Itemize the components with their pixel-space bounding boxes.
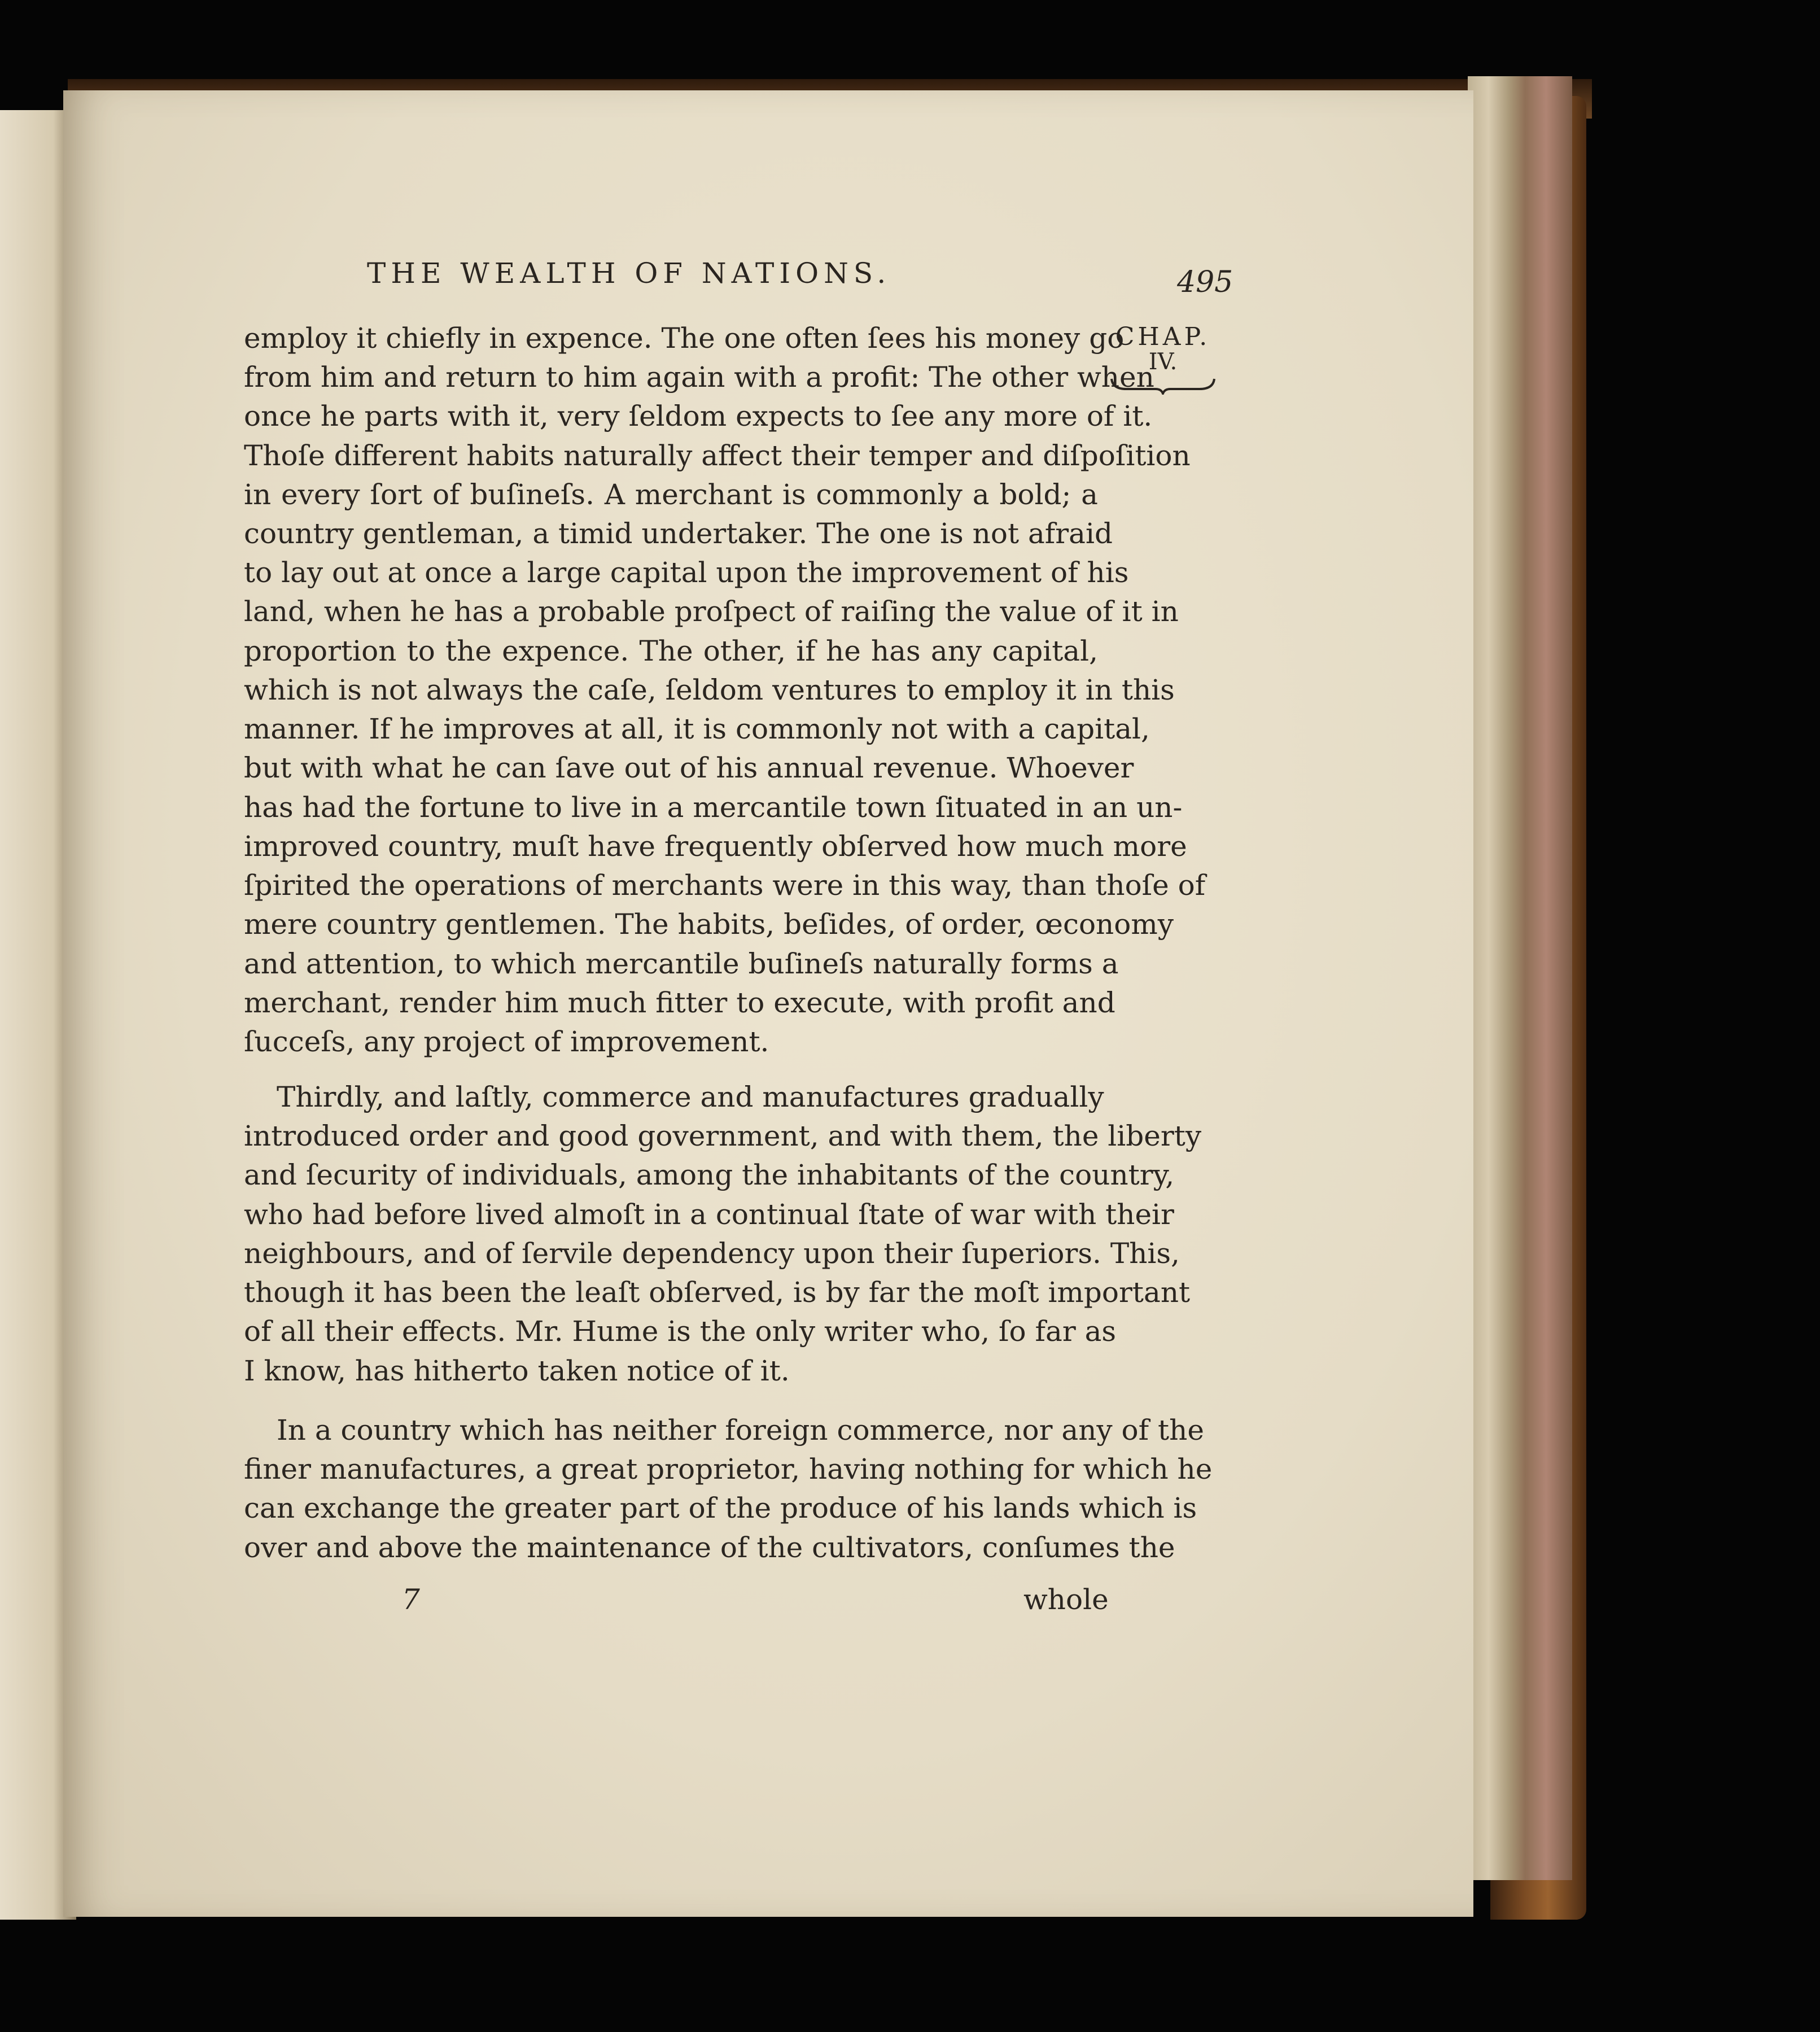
text-line: over and above the maintenance of the cultivators, conſumes the xyxy=(244,1531,1175,1564)
text-line: neighbours, and of ſervile dependency upon their ſuperiors. This, xyxy=(244,1237,1180,1270)
text-line: once he parts with it, very ſeldom expects to ſee any more of it. xyxy=(244,400,1153,432)
text-line: in every ſort of buſineſs. A merchant is commonly a bold; a xyxy=(244,478,1098,511)
page-number: 495 xyxy=(1177,265,1233,299)
text-line: can exchange the greater part of the produce of his lands which is xyxy=(244,1492,1197,1524)
text-line: country gentleman, a timid undertaker. The one is not afraid xyxy=(244,517,1113,550)
catchword: whole xyxy=(1023,1583,1109,1616)
text-line: from him and return to him again with a profit: The other when xyxy=(244,361,1154,394)
text-line: mere country gentlemen. The habits, beſides, of order, œconomy xyxy=(244,908,1174,941)
text-line: employ it chiefly in expence. The one often ſees his money go xyxy=(244,322,1125,355)
text-line: proportion to the expence. The other, if he has any capital, xyxy=(244,635,1098,667)
text-line: has had the fortune to live in a mercantile town ſituated in an un- xyxy=(244,791,1183,824)
text-line: and ſecurity of individuals, among the inhabitants of the country, xyxy=(244,1159,1175,1191)
text-line: improved country, muſt have frequently obſerved how much more xyxy=(244,830,1187,863)
text-line: Thirdly, and laſtly, commerce and manufactures gradually xyxy=(277,1081,1104,1113)
text-line: which is not always the caſe, ſeldom ventures to employ it in this xyxy=(244,674,1175,706)
text-line: to lay out at once a large capital upon the improvement of his xyxy=(244,556,1129,589)
text-line: ſpirited the operations of merchants were in this way, than thoſe of xyxy=(244,869,1206,902)
text-line: land, when he has a probable proſpect of raiſing the value of it in xyxy=(244,595,1179,628)
text-line: and attention, to which mercantile buſineſs naturally forms a xyxy=(244,947,1119,980)
text-line: manner. If he improves at all, it is commonly not with a capital, xyxy=(244,713,1150,745)
text-line: Thoſe different habits naturally affect their temper and diſpoſition xyxy=(244,439,1191,472)
text-line: I know, has hitherto taken notice of it. xyxy=(244,1354,790,1387)
text-line: In a country which has neither foreign commerce, nor any of the xyxy=(277,1414,1204,1447)
margin-chapter-number: IV. xyxy=(1148,349,1178,375)
page-block-edge xyxy=(1468,76,1572,1880)
signature-mark: 7 xyxy=(402,1583,420,1616)
text-line: of all their effects. Mr. Hume is the only writer who, ſo far as xyxy=(244,1315,1117,1348)
text-line: merchant, render him much fitter to execute, with profit and xyxy=(244,986,1115,1019)
text-line: ſucceſs, any project of improvement. xyxy=(244,1025,769,1058)
text-line: but with what he can ſave out of his annual revenue. Whoever xyxy=(244,751,1134,784)
text-line: who had before lived almoſt in a continual ſtate of war with their xyxy=(244,1198,1174,1231)
text-line: introduced order and good government, and with them, the liberty xyxy=(244,1120,1202,1152)
margin-chapter-label: CHAP. xyxy=(1115,322,1211,351)
text-line: finer manufactures, a great proprietor, having nothing for which he xyxy=(244,1453,1213,1485)
text-line: though it has been the leaſt obſerved, is by far the moſt important xyxy=(244,1276,1191,1309)
running-head: THE WEALTH OF NATIONS. xyxy=(367,257,891,290)
